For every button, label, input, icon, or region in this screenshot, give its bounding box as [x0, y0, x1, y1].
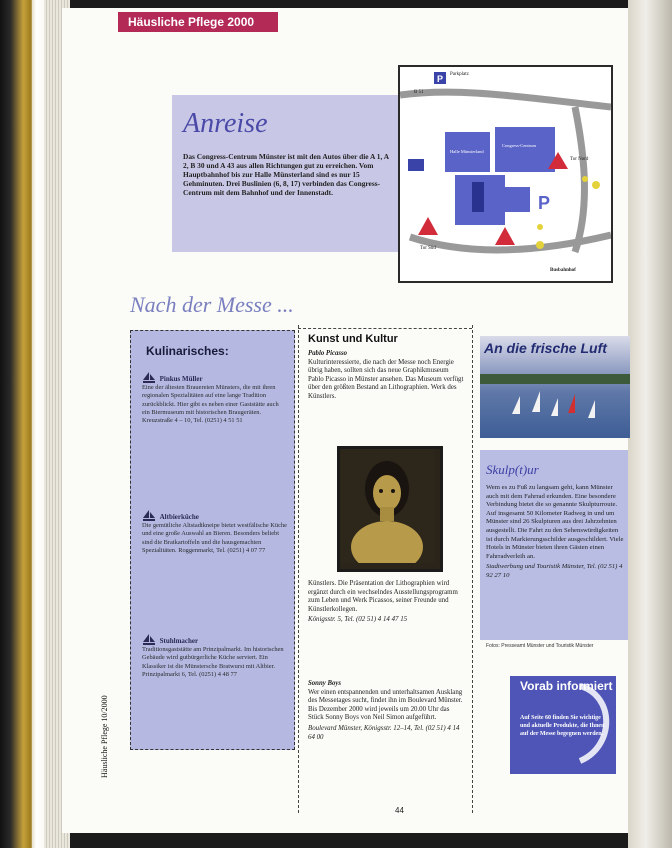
skulptur-text: Wem es zu Fuß zu langsam geht, kann Münster auch mit dem Fahrrad erkunden. Eine besondere Verbindung bietet die so genannte Skulpturroute. Auf insgesamt 50 Kilometer Radweg in und um Münster sind 26 Skulpturen aus drei Jahrzehnten ausgestellt. Die Fahrt zu den Sehenswürdigkeiten ist durch Markierungsschilder ausgeschildert. Viele Hotels in Münster bieten ihren Gästen einen Fahrradverleih an.	[486, 484, 624, 560]
vertical-issue-label: Häusliche Pflege 10/2000	[100, 695, 109, 778]
skulptur-title: Skulp(t)ur	[486, 462, 539, 477]
kulinarisches-entry	[142, 634, 288, 679]
kunst-address: Königsstr. 5, Tel. (02 51) 4 14 47 15	[308, 616, 408, 624]
sailboat-icon	[142, 510, 156, 521]
kunst-text: Künstlers. Die Präsentation der Lithographien wird ergänzt durch ein wechselndes Ausstellungsprogramm zum Leben und Werk Picassos, seiner Freunde und Künstlerkollegen.	[308, 580, 458, 613]
kunst-article-1	[308, 350, 465, 402]
column-divider	[298, 325, 299, 813]
anreise-text: Das Congress-Centrum Münster ist mit den Autos über die A 1, A 2, B 30 und A 43 aus allen Richtungen gut zu erreichen. Vom Hauptbahnhof bis zur Halle Münsterland sind es nur 15 Gehminuten. Drei Buslinien (6, 8, 17) verbinden das Congress-Centrum mit dem Bahnhof und der Innenstadt.	[183, 152, 389, 197]
map-label-halle: Halle Münsterland	[450, 149, 484, 154]
map-label-bus: Busbahnhof	[550, 268, 576, 273]
svg-text:P: P	[538, 193, 551, 213]
frische-luft-title: An die frische Luft	[484, 340, 607, 356]
kulinarisches-entry-head: Stuhlmacher	[159, 637, 199, 645]
column-rule	[298, 328, 472, 329]
nach-der-messe-title: Nach der Messe ...	[130, 292, 294, 317]
map-label-tor-ost: Tor Ost	[470, 226, 484, 231]
kunst-subtitle: Pablo Picasso	[308, 350, 348, 357]
vorab-text: Auf Seite 60 finden Sie wichtige und aktuelle Produkte, die Ihnen auf der Messe begegnen werden.	[520, 715, 605, 737]
sailboat-icon	[142, 634, 156, 645]
page-number: 44	[395, 806, 404, 815]
kulinarisches-entry-text: Die gemütliche Altstadtkneipe bietet westfälische Küche und eine große Auswahl an Bieren. Besonders beliebt sind die Bratkartoffeln und die hausgemachten Spezialitäten. Roggenmarkt, Tel. (0251) 4 07 77	[142, 522, 287, 554]
section-header-tab: Häusliche Pflege 2000	[118, 12, 278, 32]
map-label-tor-nord: Tor Nord	[570, 157, 589, 162]
map-label-road: B 51	[414, 90, 424, 95]
kunst-subtitle: Sonny Boys	[308, 680, 342, 687]
portrait-drawing	[340, 449, 434, 563]
photo-credit: Fotos: Presseamt Münster und Touristik Münster	[486, 643, 594, 649]
map-label-tor-sued: Tor Süd	[420, 246, 436, 251]
map-label-congress: Congress-Centrum	[502, 143, 536, 148]
skulptur-address: Stadtwerbung und Touristik Münster, Tel. (02 51) 4 92 27 10	[486, 563, 623, 579]
kunst-text: Kulturinteressierte, die nach der Messe noch Energie übrig haben, sollten sich das neue Graphikmuseum Pablo Picasso in Münster ansehen. Das Museum verfügt über den größten Bestand an Lithographien. Werk des Künstlers.	[308, 358, 464, 400]
svg-text:P: P	[437, 74, 444, 84]
kunst-title: Kunst und Kultur	[308, 333, 398, 345]
picasso-portrait-image	[337, 446, 443, 572]
kulinarisches-entry-text: Traditionsgaststätte am Prinzipalmarkt. Im historischen Gebäude wird gutbürgerliche Küche serviert. Ein Klassiker ist die Münstersche Bratwurst mit Altbier. Prinzipalmarkt 6, Tel. (0251) 4 48 77	[142, 646, 284, 678]
right-page-edge	[628, 0, 672, 848]
skulptur-text-block	[486, 484, 624, 581]
kunst-address: Boulevard Münster, Königsstr. 12–14, Tel. (02 51) 4 14 64 00	[308, 724, 460, 741]
kulinarisches-entry	[142, 372, 288, 425]
vorab-title: Vorab informiert	[520, 679, 613, 693]
anreise-title: Anreise	[183, 108, 268, 139]
column-divider	[472, 325, 473, 813]
site-map-drawing	[400, 67, 611, 281]
site-map	[398, 65, 613, 283]
kulinarisches-entry	[142, 510, 288, 555]
kulinarisches-title: Kulinarisches:	[146, 344, 229, 358]
kulinarisches-entry-head: Altbierküche	[159, 513, 199, 521]
kulinarisches-entry-head: Pinkus Müller	[159, 375, 203, 383]
map-label-parking: Parkplatz	[450, 72, 469, 77]
kulinarisches-entry-text: Eine der ältesten Brauereien Münsters, die mit ihren regionalen Spezialitäten auf eine lange Tradition zurückblickt. Hier gibt es neben einer Gaststätte auch ein Biermuseum mit historischen Braugeräten. Kreuzstraße 4 – 10, Tel. (0251) 4 51 51	[142, 384, 279, 425]
kunst-article-2	[308, 680, 465, 742]
kunst-text: Wer einen entspannenden und unterhaltsamen Ausklang des Messetages sucht, findet ihn im Boulevard Münster. Bis Dezember 2000 wird jeweils um 20.00 Uhr das Stück Sonny Boys von Neil Simon aufgeführt.	[308, 688, 463, 722]
sailboat-icon	[142, 372, 156, 383]
kunst-article-1-cont	[308, 580, 465, 625]
